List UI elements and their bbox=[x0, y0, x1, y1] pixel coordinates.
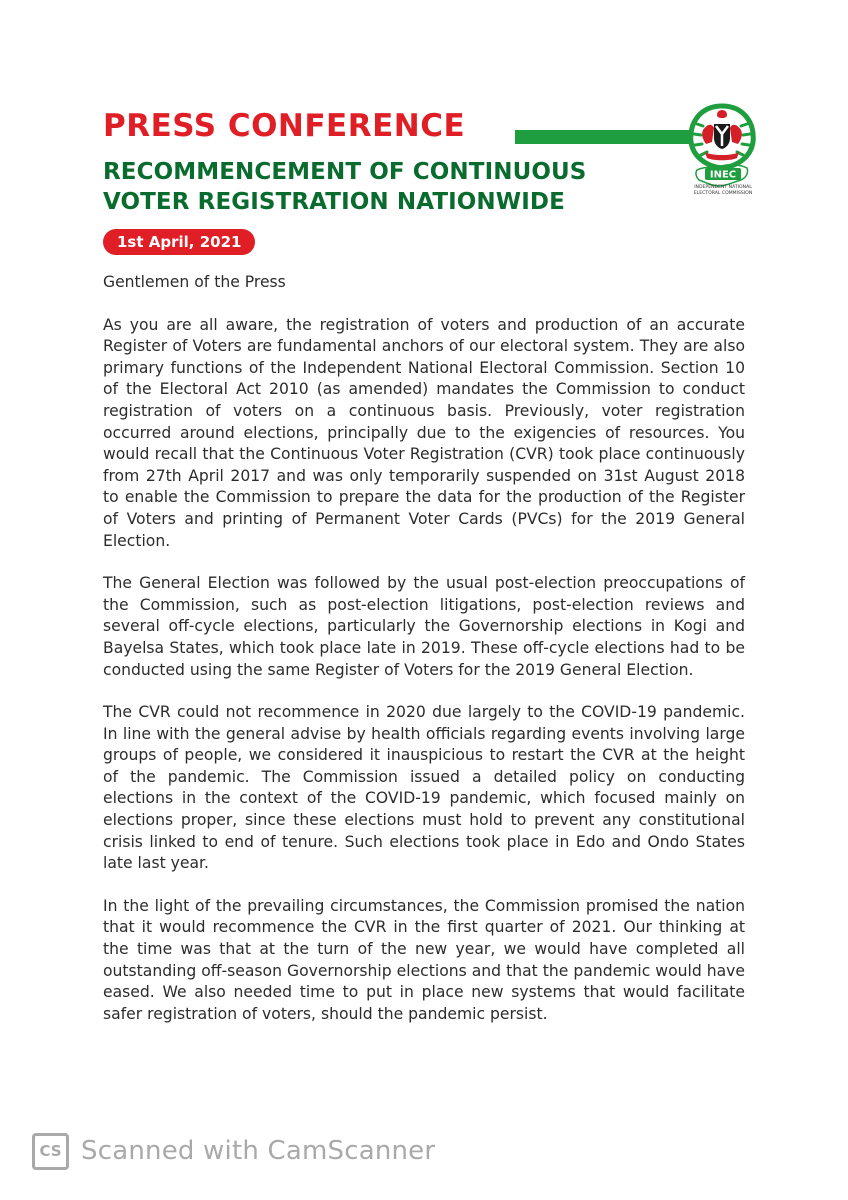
subtitle-line-1: RECOMMENCEMENT OF CONTINUOUS bbox=[103, 159, 587, 185]
press-conference-title: PRESS CONFERENCE bbox=[103, 108, 466, 144]
press-title-wrap bbox=[103, 108, 465, 144]
salutation: Gentlemen of the Press bbox=[103, 273, 286, 291]
header bbox=[103, 108, 663, 144]
document-subtitle bbox=[103, 157, 663, 217]
svg-text:INDEPENDENT NATIONAL: INDEPENDENT NATIONAL bbox=[694, 185, 752, 190]
camscanner-logo-icon: CS bbox=[32, 1133, 69, 1170]
paragraph-2: The General Election was followed by the usual post-election preoccupations of the Commission, such as post-election litigations, post-election reviews and several off-cycle elections, particularly the Governorship elections in Kogi and Bayelsa States, which took place late in 2019. These off-cycle elections had to be conducted using the same Register of Voters for the 2019 General Election. bbox=[103, 574, 745, 679]
svg-text:ELECTORAL COMMISSION: ELECTORAL COMMISSION bbox=[693, 191, 753, 196]
date-badge: 1st April, 2021 bbox=[103, 229, 255, 255]
paragraph-1: As you are all aware, the registration of voters and production of an accurate Register of Voters are fundamental anchors of our electoral system. They are also primary functions of the Independent National Electoral Commission. Section 10 of the Electoral Act 2010 (as amended) mandates the Commission to conduct registration of voters on a continuous basis. Previously, voter registration occurred around elections, principally due to the exigencies of resources. You would recall that the Continuous Voter Registration (CVR) took place continuously from 27th April 2017 and was only temporarily suspended on 31st August 2018 to enable the Commission to prepare the data for the production of the Register of Voters and printing of Permanent Voter Cards (PVCs) for the 2019 General Election. bbox=[103, 315, 745, 550]
inec-coat-of-arms-logo bbox=[683, 100, 761, 198]
subtitle-line-2: VOTER REGISTRATION NATIONWIDE bbox=[103, 189, 565, 215]
press-statement-body bbox=[103, 272, 745, 1046]
title-accent-bar bbox=[515, 130, 693, 144]
paragraph-3: The CVR could not recommence in 2020 due largely to the COVID-19 pandemic. In line with the general advise by health officials regarding events involving large groups of people, we considered it inauspicious to restart the CVR at the height of the pandemic. The Commission issued a detailed policy on conducting elections in the context of the COVID-19 pandemic, which focused mainly on elections proper, since these elections must hold to prevent any constitutional crisis linked to end of tenure. Such elections took place in Edo and Ondo States late last year. bbox=[103, 703, 745, 873]
svg-text:INEC: INEC bbox=[709, 169, 737, 181]
camscanner-watermark bbox=[32, 1131, 435, 1171]
paragraph-4: In the light of the prevailing circumstances, the Commission promised the nation that it would recommence the CVR in the first quarter of 2021. Our thinking at the time was that at the turn of the new year, we would have completed all outstanding off-season Governorship elections and that the pandemic would have eased. We also needed time to put in place new systems that would facilitate safer registration of voters, should the pandemic persist. bbox=[103, 896, 745, 1023]
camscanner-watermark-text: Scanned with CamScanner bbox=[81, 1136, 436, 1166]
